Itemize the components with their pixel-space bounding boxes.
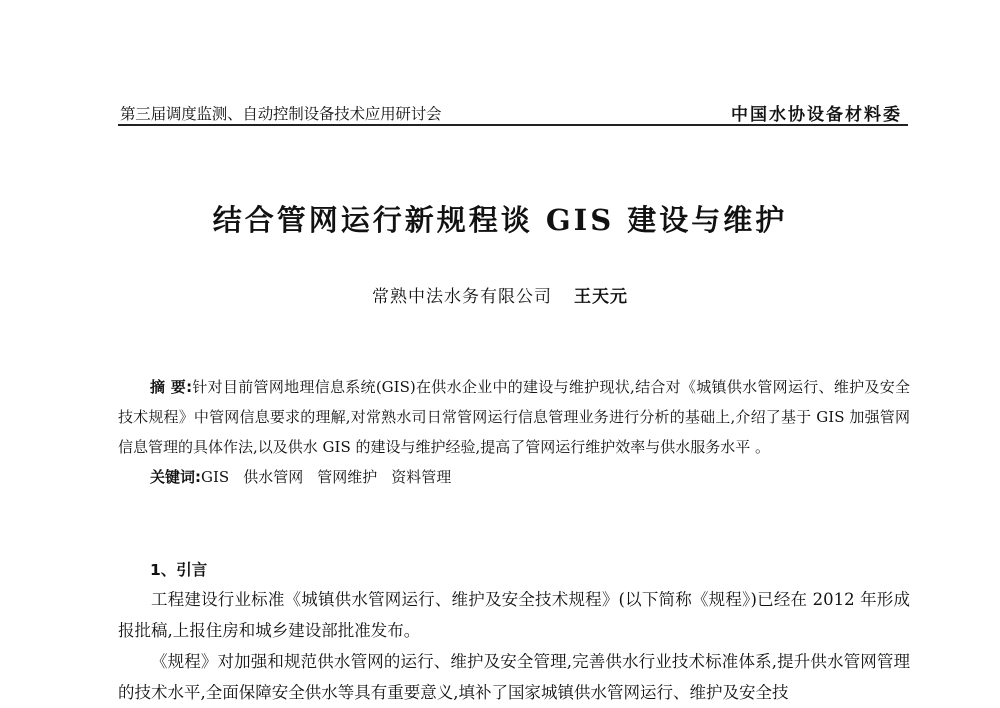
keyword-item: GIS bbox=[201, 468, 230, 486]
byline bbox=[0, 282, 1000, 307]
affiliation: 常熟中法水务有限公司 bbox=[372, 287, 552, 307]
conference-name: 第三届调度监测、自动控制设备技术应用研讨会 bbox=[120, 105, 442, 123]
keywords-label: 关键词: bbox=[150, 468, 201, 486]
keyword-item: 供水管网 bbox=[243, 468, 304, 486]
body-paragraph: 《规程》对加强和规范供水管网的运行、维护及安全管理,完善供水行业技术标准体系,提升供水管网管理的技术水平,全面保障安全供水等具有重要意义,填补了国家城镇供水管网运行、维护及安全技 bbox=[118, 652, 910, 702]
keyword-item: 资料管理 bbox=[391, 468, 452, 486]
author-name: 王天元 bbox=[574, 287, 628, 307]
keyword-item: 管网维护 bbox=[317, 468, 378, 486]
abstract-text: 针对目前管网地理信息系统(GIS)在供水企业中的建设与维护现状,结合对《城镇供水管网运行、维护及安全技术规程》中管网信息要求的理解,对常熟水司日常管网运行信息管理业务进行分析的基础上,介绍了基于 GIS 加强管网信息管理的具体作法,以及供水 GIS 的建设与维护经验,提高了管网运行维护效率与供水服务水平 。 bbox=[118, 378, 910, 456]
abstract bbox=[118, 372, 910, 492]
section-heading: 1、引言 bbox=[150, 561, 208, 579]
keywords-line bbox=[118, 462, 910, 492]
committee-name: 中国水协设备材料委 bbox=[731, 105, 902, 125]
paper-title: 结合管网运行新规程谈 GIS 建设与维护 bbox=[212, 203, 788, 237]
abstract-paragraph bbox=[118, 372, 910, 462]
body-paragraph: 工程建设行业标准《城镇供水管网运行、维护及安全技术规程》(以下简称《规程》)已经在 2012 年形成报批稿,上报住房和城乡建设部批准发布。 bbox=[118, 590, 910, 640]
abstract-label: 摘 要: bbox=[150, 378, 193, 396]
running-header bbox=[118, 100, 908, 126]
section-body bbox=[118, 584, 910, 708]
